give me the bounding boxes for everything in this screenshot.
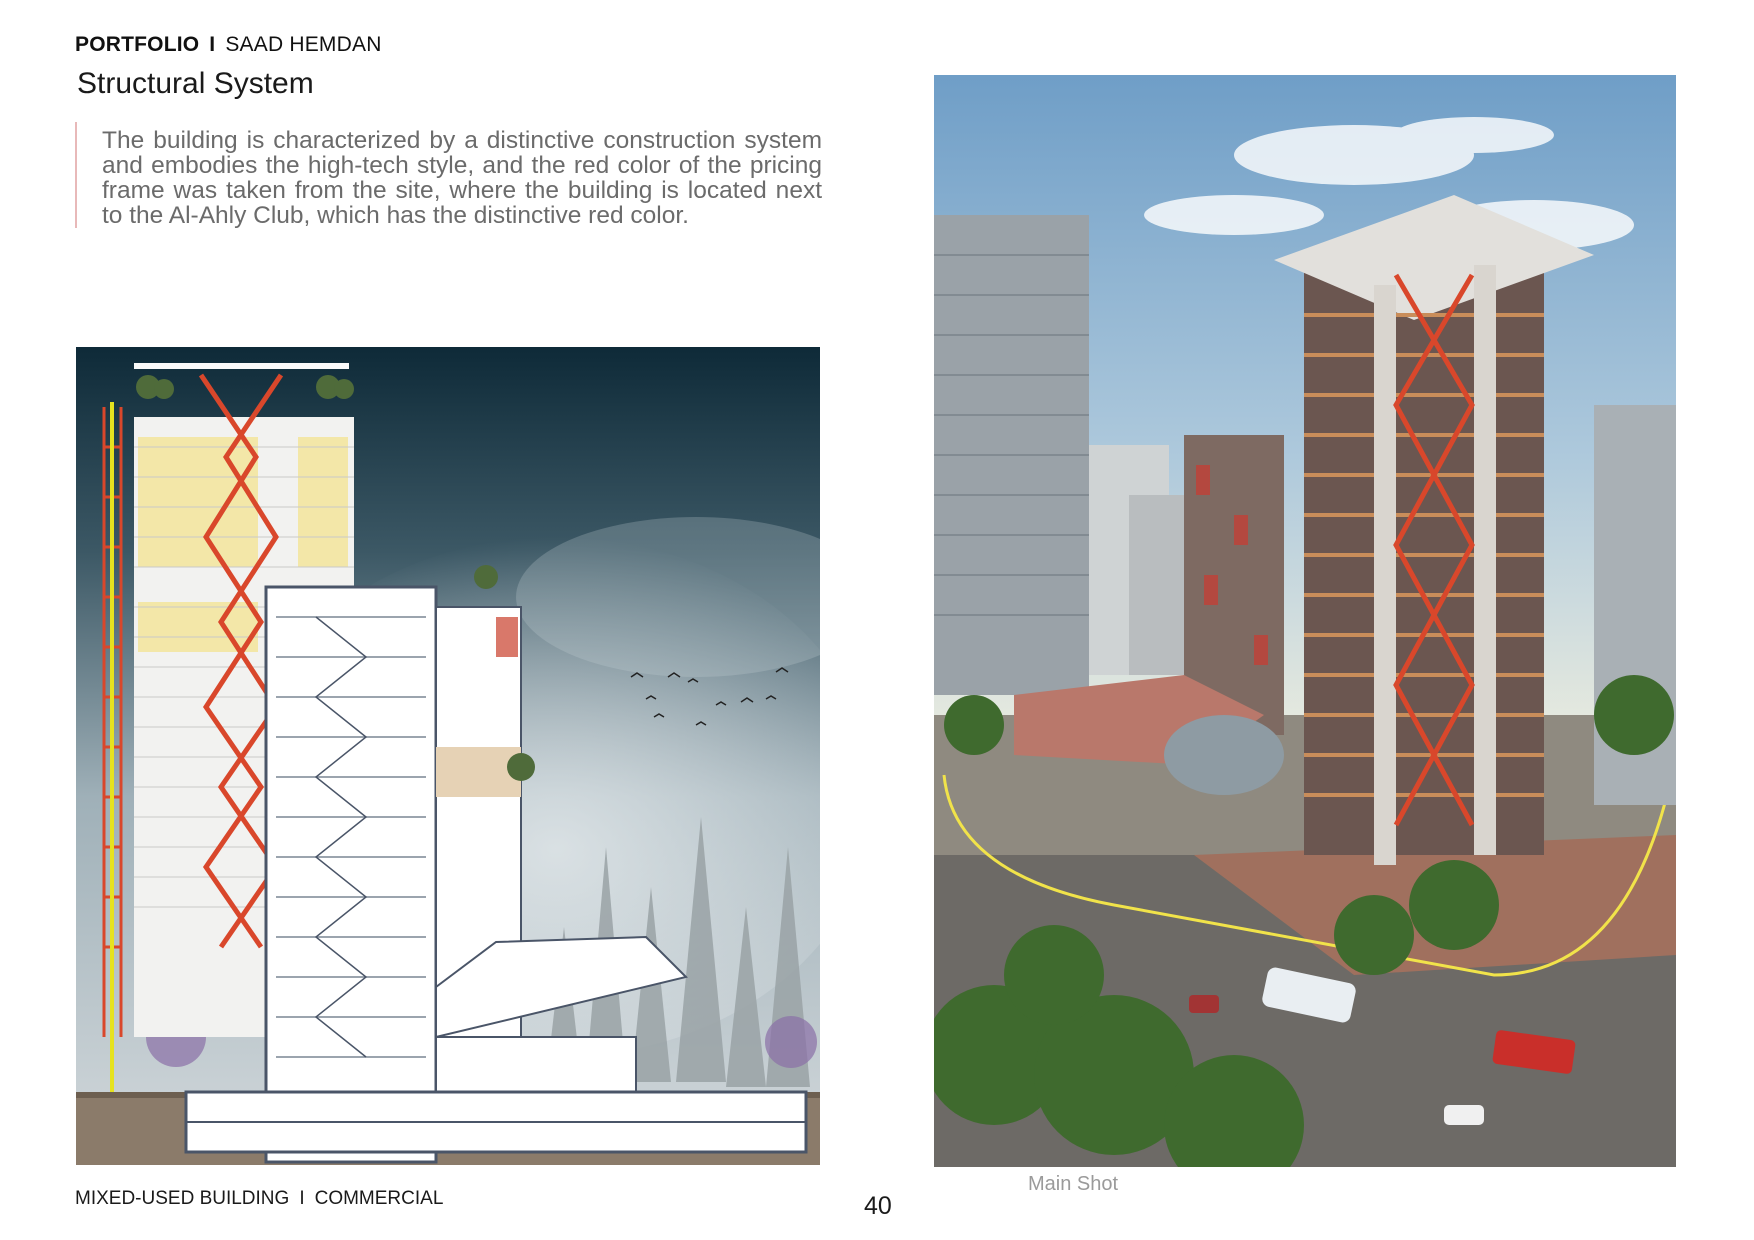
image-caption: Main Shot [1028,1173,1119,1195]
building-section-image [76,347,820,1165]
project-category: COMMERCIAL [314,1188,444,1209]
description-text: The building is characterized by a distinctive construction system and embodies the high-tech style, and the red color of the pricing frame was taken from the site, where the building is located next to the Al-Ahly Club, which has the distinctive red color. [102,127,822,229]
header [75,33,382,57]
header-separator: I [209,33,216,56]
portfolio-label: PORTFOLIO [75,33,200,56]
page-title: Structural System [77,67,314,100]
main-shot-image [934,75,1676,1167]
author-name: SAAD HEMDAN [225,33,382,56]
tower-rendering-icon [934,75,1676,1167]
building-section-drawing-icon [76,347,820,1165]
footer [75,1188,443,1210]
project-type: MIXED-USED BUILDING [75,1188,290,1209]
page-number: 40 [864,1192,892,1220]
footer-separator: I [299,1188,305,1209]
description-accent-bar [75,122,77,228]
